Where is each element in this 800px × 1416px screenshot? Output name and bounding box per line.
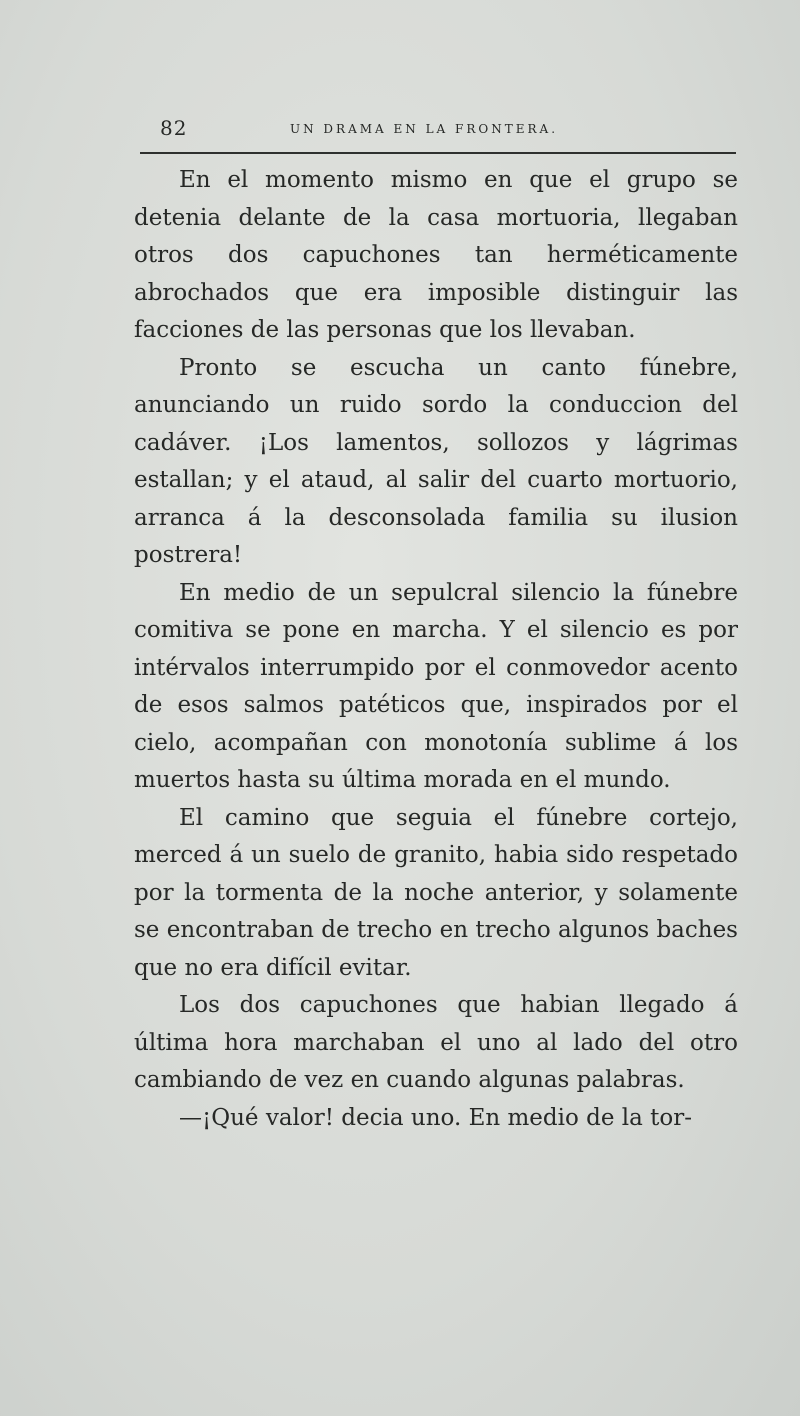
body-text [134, 162, 738, 1137]
paragraph: —¡Qué valor! decia uno. En medio de la tor- [179, 1104, 693, 1131]
page-number: 82 [160, 116, 188, 140]
running-title: UN DRAMA EN LA FRONTERA. [290, 122, 559, 136]
paragraph: El camino que seguia el fúnebre cortejo, merced á un suelo de granito, habia sido respetado por la tormenta de la noche anterior, y solamente se encontraban de trecho en trecho algunos baches que no era difícil evitar. [134, 804, 738, 981]
header-rule [140, 152, 736, 154]
paragraph: Los dos capuchones que habian llegado á última hora marchaban el uno al lado del otro cambiando de vez en cuando algunas palabras. [134, 992, 738, 1093]
paragraph: En el momento mismo en que el grupo se detenia delante de la casa mortuoria, llegaban otros dos capuchones tan herméticamente abrochados que era imposible distinguir las facciones de las personas que los llevaban. [134, 167, 738, 343]
paragraph: Pronto se escucha un canto fúnebre, anunciando un ruido sordo la conduccion del cadáver. ¡Los lamentos, sollozos y lágrimas estallan; y el ataud, al salir del cuarto mortuorio, arranca á la desconsolada familia su ilusion postrera! [134, 354, 738, 568]
running-head [138, 112, 738, 142]
paragraph: En medio de un sepulcral silencio la fúnebre comitiva se pone en marcha. Y el silencio es por intérvalos interrumpido por el conmovedor acento de esos salmos patéticos que, inspirados por el cielo, acompañan con monotonía sublime á los muertos hasta su última morada en el mundo. [134, 579, 738, 793]
